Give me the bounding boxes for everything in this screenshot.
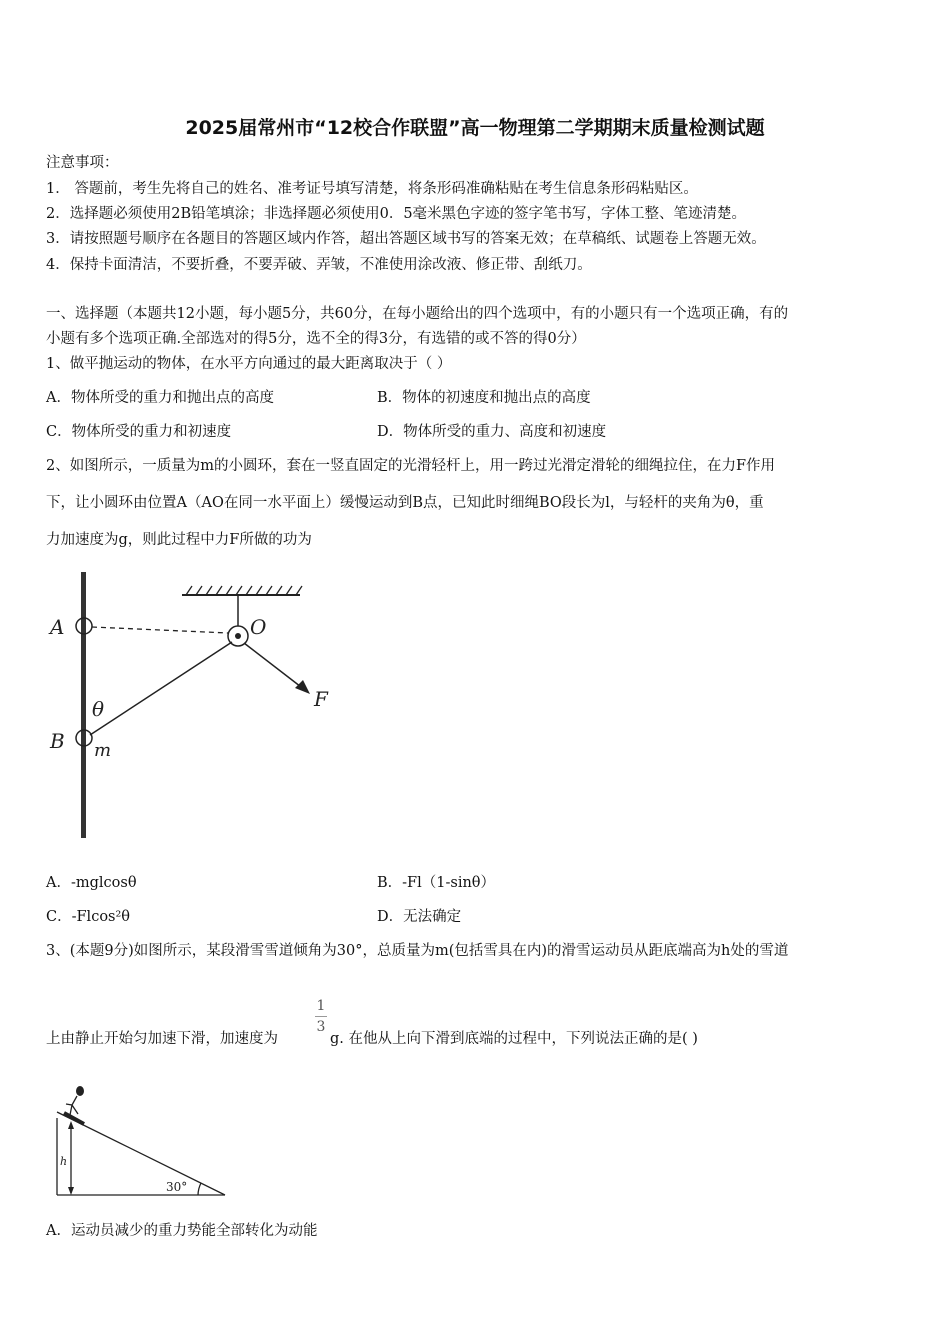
q3-stem-post: g. 在他从上向下滑到底端的过程中，下列说法正确的是( ) xyxy=(330,1031,698,1047)
q2-option-b: B．-Fl（1-sinθ） xyxy=(377,875,496,891)
q1-option-b: B．物体的初速度和抛出点的高度 xyxy=(377,390,591,406)
q2-figure xyxy=(76,572,310,838)
label-m: m xyxy=(94,740,112,761)
q1-option-c: C．物体所受的重力和初速度 xyxy=(46,424,232,440)
rope-bo xyxy=(90,642,232,735)
skier-head xyxy=(76,1086,84,1096)
rod xyxy=(81,572,86,838)
q2-option-c: C．-Flcos²θ xyxy=(46,909,131,925)
label-b: B xyxy=(50,729,65,753)
notice-item: 2．选择题必须使用2B铅笔填涂；非选择题必须使用0．5毫米黑色字迹的签字笔书写，字体工整、笔迹清楚。 xyxy=(46,206,747,222)
section-instructions: 一、选择题（本题共12小题，每小题5分，共60分，在每小题给出的四个选项中，有的小题只有一个选项正确，有的 xyxy=(46,306,789,322)
page-title: 2025届常州市“12校合作联盟”高一物理第二学期期末质量检测试题 xyxy=(185,117,765,139)
notice-item: 3．请按照题号顺序在各题目的答题区域内作答，超出答题区域书写的答案无效；在草稿纸、试题卷上答题无效。 xyxy=(46,231,766,247)
label-theta: θ xyxy=(92,697,105,721)
q3-option-a: A．运动员减少的重力势能全部转化为动能 xyxy=(46,1223,318,1239)
label-h: h xyxy=(60,1155,68,1168)
notice-item: 1． 答题前，考生先将自己的姓名、准考证号填写清楚，将条形码准确粘贴在考生信息条形码粘贴区。 xyxy=(46,181,698,197)
fraction-denominator: 3 xyxy=(316,1019,326,1035)
q1-stem: 1、做平抛运动的物体，在水平方向通过的最大距离取决于（ ） xyxy=(46,356,452,372)
notice-item: 4．保持卡面清洁，不要折叠，不要弄破、弄皱，不准使用涂改液、修正带、刮纸刀。 xyxy=(46,257,592,273)
q1-option-a: A．物体所受的重力和抛出点的高度 xyxy=(46,390,274,406)
q3-figure xyxy=(57,1086,225,1195)
fraction-one-third xyxy=(314,998,328,1035)
ski xyxy=(64,1113,84,1124)
section-instructions: 小题有多个选项正确.全部选对的得5分，选不全的得3分，有选错的或不答的得0分） xyxy=(46,331,586,347)
ceiling-hatch xyxy=(186,586,302,595)
q3-stem-pre: 上由静止开始匀加速下滑，加速度为 xyxy=(46,1031,278,1047)
notice-heading: 注意事项： xyxy=(46,155,119,171)
q1-option-d: D．物体所受的重力、高度和初速度 xyxy=(377,424,607,440)
q2-option-d: D．无法确定 xyxy=(377,909,462,925)
fraction-numerator: 1 xyxy=(316,998,326,1014)
q3-stem: 3、(本题9分)如图所示，某段滑雪雪道倾角为30°，总质量为m(包括雪具在内)的滑雪运动员从距底端高为h处的雪道 xyxy=(46,943,789,959)
dashed-line-ao xyxy=(92,627,228,633)
label-a: A xyxy=(50,615,65,639)
label-angle: 30° xyxy=(166,1180,188,1194)
label-o: O xyxy=(250,615,267,639)
rope-f xyxy=(244,643,305,690)
q2-stem: 下，让小圆环由位置A（AO在同一水平面上）缓慢运动到B点，已知此时细绳BO段长为l，与轻杆的夹角为θ，重 xyxy=(46,495,764,511)
q2-stem: 2、如图所示，一质量为m的小圆环，套在一竖直固定的光滑轻杆上，用一跨过光滑定滑轮的细绳拉住，在力F作用 xyxy=(46,458,776,474)
q2-option-a: A．-mglcosθ xyxy=(46,875,137,891)
q2-stem: 力加速度为g，则此过程中力F所做的功为 xyxy=(46,532,312,548)
arrow-f xyxy=(295,680,310,694)
label-f: F xyxy=(314,687,328,711)
